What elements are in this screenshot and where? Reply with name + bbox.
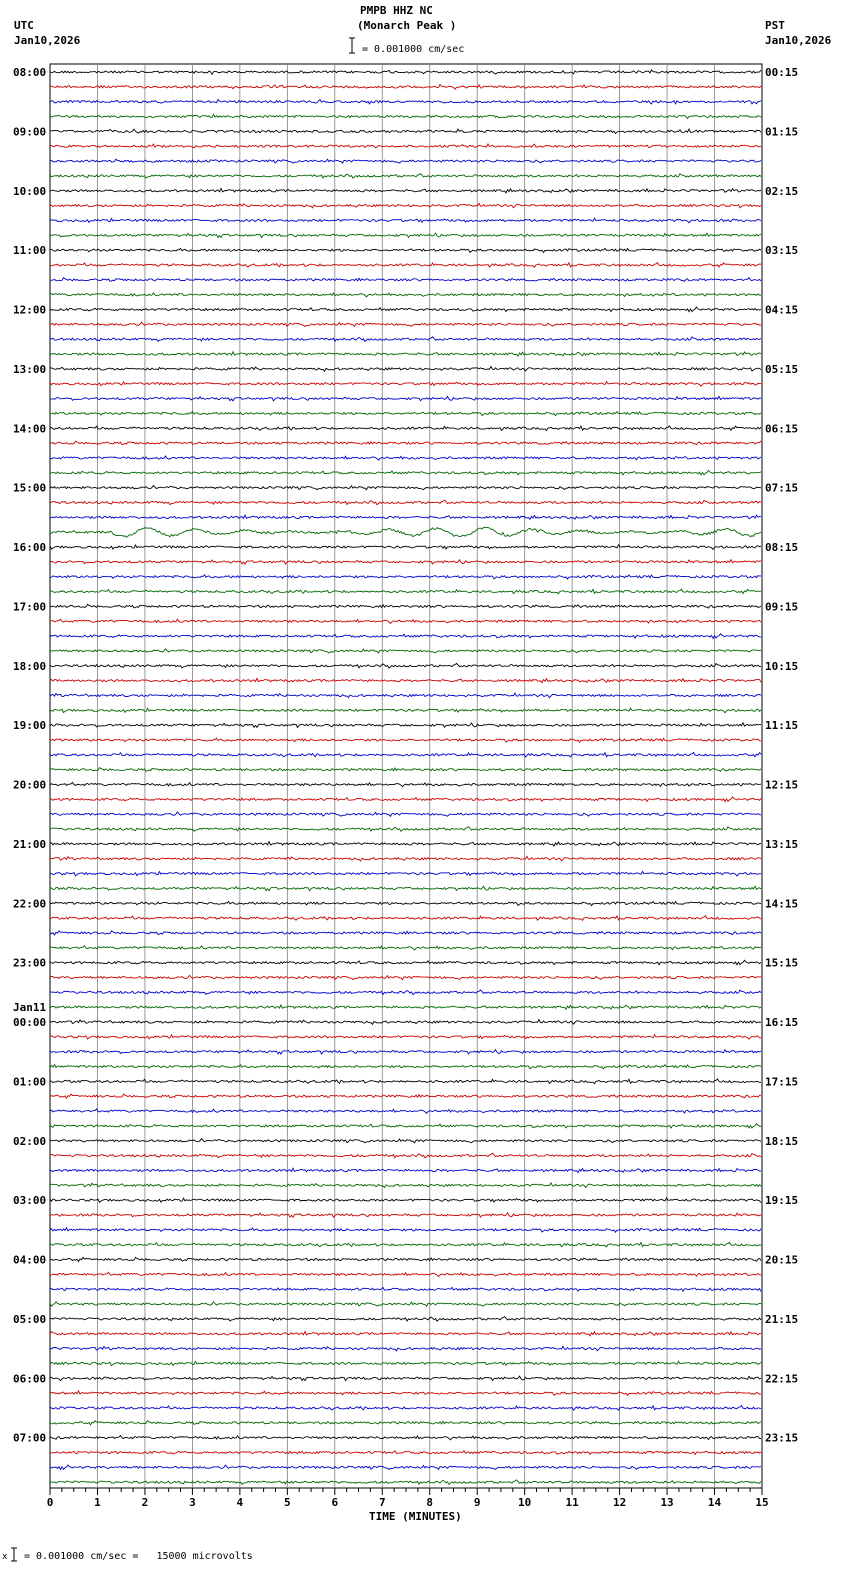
utc-hour-label: 15:00 — [13, 481, 47, 495]
left-date: Jan10,2026 — [14, 34, 81, 47]
utc-hour-label: 18:00 — [13, 659, 47, 673]
pst-hour-label: 22:15 — [765, 1372, 799, 1386]
seismic-trace — [50, 426, 761, 431]
footer-marker: x — [2, 1552, 8, 1562]
seismic-trace — [50, 470, 761, 475]
seismic-trace — [50, 70, 761, 74]
seismic-trace — [50, 575, 761, 579]
utc-hour-label: 09:00 — [13, 125, 47, 139]
seismic-trace — [50, 886, 761, 891]
seismic-trace — [50, 456, 761, 460]
x-tick-label: 12 — [612, 1496, 627, 1509]
seismic-trace — [50, 723, 761, 728]
x-axis — [47, 1488, 769, 1509]
seismic-trace — [50, 278, 761, 282]
pst-hour-label: 21:15 — [765, 1312, 799, 1326]
seismic-trace — [50, 1005, 761, 1009]
x-tick-label: 1 — [94, 1496, 101, 1509]
utc-hour-label: 02:00 — [13, 1134, 47, 1148]
seismic-trace — [50, 708, 761, 713]
seismic-trace — [50, 1079, 761, 1084]
utc-hour-label: 14:00 — [13, 422, 47, 436]
seismic-trace — [50, 1242, 761, 1247]
seismic-trace — [50, 293, 761, 297]
x-tick-label: 15 — [755, 1496, 769, 1509]
seismic-trace — [50, 1361, 761, 1365]
pst-hour-label: 04:15 — [765, 303, 799, 317]
seismic-trace — [50, 1346, 761, 1351]
utc-hour-label: 17:00 — [13, 600, 47, 614]
seismic-trace — [50, 871, 761, 876]
pst-hour-label: 09:15 — [765, 600, 799, 614]
x-tick-label: 5 — [284, 1496, 291, 1509]
seismic-trace — [50, 114, 761, 118]
seismic-trace — [50, 1109, 761, 1113]
seismic-trace — [50, 248, 761, 252]
seismic-trace — [50, 1050, 761, 1054]
seismic-trace — [50, 396, 761, 401]
pst-hour-label: 08:15 — [765, 541, 799, 555]
seismic-trace — [50, 1183, 761, 1188]
utc-hour-label: 11:00 — [13, 244, 47, 258]
seismic-trace — [50, 649, 761, 653]
seismic-trace — [50, 782, 761, 786]
x-tick-label: 14 — [707, 1496, 722, 1509]
utc-hour-label: 12:00 — [13, 303, 47, 317]
seismic-trace — [50, 752, 761, 757]
seismic-trace — [50, 931, 761, 935]
seismic-trace — [50, 1331, 761, 1335]
pst-hour-label: 03:15 — [765, 244, 799, 258]
seismic-trace — [50, 1257, 761, 1261]
seismic-trace — [50, 382, 761, 387]
utc-hour-label: 21:00 — [13, 837, 47, 851]
seismic-trace — [50, 218, 761, 223]
calibration-label: = 0.001000 cm/sec = 15000 microvolts — [24, 1551, 253, 1562]
x-tick-label: 0 — [46, 1496, 54, 1509]
seismic-trace — [50, 1480, 761, 1485]
seismic-trace — [50, 322, 761, 326]
seismic-trace — [50, 1465, 761, 1470]
seismic-trace — [50, 946, 761, 950]
left-timezone: UTC — [14, 19, 34, 32]
x-axis-title: TIME (MINUTES) — [369, 1510, 462, 1523]
seismic-trace — [50, 856, 761, 861]
seismic-trace — [50, 485, 761, 489]
seismic-trace — [50, 797, 761, 802]
seismic-trace — [50, 129, 761, 133]
pst-hour-label: 19:15 — [765, 1194, 799, 1208]
seismic-trace — [50, 960, 761, 965]
utc-hour-label: 03:00 — [13, 1194, 47, 1208]
site-name: (Monarch Peak ) — [357, 19, 457, 32]
seismic-trace — [50, 527, 761, 537]
seismic-trace — [50, 827, 761, 832]
seismic-trace — [50, 84, 761, 89]
seismic-trace — [50, 693, 761, 698]
pst-hour-label: 13:15 — [765, 837, 799, 851]
utc-hour-label: 10:00 — [13, 184, 47, 198]
seismic-trace — [50, 515, 761, 519]
pst-hour-label: 10:15 — [765, 659, 799, 673]
seismic-trace — [50, 100, 761, 104]
calibration-bar-icon — [11, 1548, 17, 1561]
seismic-trace — [50, 263, 761, 268]
seismic-trace — [50, 678, 761, 682]
seismic-trace — [50, 1435, 761, 1439]
seismic-trace — [50, 1451, 761, 1455]
seismic-trace — [50, 1198, 761, 1203]
seismic-trace — [50, 1406, 761, 1411]
seismic-trace — [50, 619, 761, 623]
seismic-trace — [50, 975, 761, 979]
seismic-trace — [50, 1287, 761, 1291]
scale-bar-icon — [349, 38, 355, 53]
pst-hour-label: 16:15 — [765, 1016, 799, 1030]
seismic-trace — [50, 307, 761, 312]
seismic-trace — [50, 352, 761, 356]
utc-hour-label: 08:00 — [13, 66, 47, 79]
seismic-trace — [50, 738, 761, 742]
x-tick-label: 9 — [473, 1496, 481, 1509]
pst-hour-label: 23:15 — [765, 1431, 799, 1445]
date-change-label: Jan11 — [13, 1001, 47, 1015]
seismic-trace — [50, 1213, 761, 1217]
seismic-trace — [50, 842, 761, 846]
seismic-trace — [50, 1168, 761, 1172]
seismic-trace — [50, 901, 761, 905]
trace-group — [50, 70, 761, 1485]
seismic-trace — [50, 337, 761, 342]
x-tick-label: 13 — [660, 1496, 674, 1509]
seismic-trace — [50, 174, 761, 179]
seismic-trace — [50, 441, 761, 445]
seismic-trace — [50, 1094, 761, 1098]
utc-hour-label: 23:00 — [13, 956, 47, 970]
pst-hour-label: 07:15 — [765, 481, 799, 495]
seismic-trace — [50, 916, 761, 921]
seismic-trace — [50, 233, 761, 238]
pst-hour-label: 00:15 — [765, 66, 799, 79]
utc-hour-label: 22:00 — [13, 897, 47, 911]
utc-hour-label: 06:00 — [13, 1372, 47, 1386]
seismic-trace — [50, 203, 761, 208]
pst-hour-label: 05:15 — [765, 362, 799, 376]
seismic-trace — [50, 144, 761, 148]
x-tick-label: 6 — [331, 1496, 339, 1509]
seismic-trace — [50, 1302, 761, 1306]
seismic-trace — [50, 1124, 761, 1129]
utc-hour-label: 13:00 — [13, 362, 47, 376]
seismic-trace — [50, 545, 761, 550]
pst-hour-label: 06:15 — [765, 422, 799, 436]
utc-hour-label: 19:00 — [13, 719, 47, 733]
seismic-trace — [50, 768, 761, 772]
seismic-trace — [50, 1035, 761, 1040]
utc-hour-label: 01:00 — [13, 1075, 47, 1089]
seismic-trace — [50, 1317, 761, 1322]
pst-hour-label: 01:15 — [765, 125, 799, 139]
utc-hour-label: 07:00 — [13, 1431, 47, 1445]
x-tick-label: 4 — [236, 1496, 244, 1509]
utc-hour-label: 20:00 — [13, 778, 47, 792]
seismic-trace — [50, 663, 761, 668]
seismic-trace — [50, 1139, 761, 1143]
seismic-trace — [50, 1421, 761, 1425]
right-timezone: PST — [765, 19, 785, 32]
utc-hour-label: 16:00 — [13, 541, 47, 555]
seismic-trace — [50, 188, 761, 192]
pst-hour-label: 11:15 — [765, 719, 799, 733]
pst-hour-label: 17:15 — [765, 1075, 799, 1089]
pst-hour-label: 12:15 — [765, 778, 799, 792]
seismic-trace — [50, 1064, 761, 1069]
seismic-trace — [50, 1391, 761, 1396]
seismic-trace — [50, 560, 761, 565]
seismic-trace — [50, 812, 761, 816]
seismic-trace — [50, 589, 761, 594]
pst-hour-label: 20:15 — [765, 1253, 799, 1267]
seismic-trace — [50, 159, 761, 163]
x-tick-label: 3 — [189, 1496, 196, 1509]
pst-hour-label: 02:15 — [765, 184, 799, 198]
seismic-trace — [50, 604, 761, 608]
x-tick-label: 10 — [518, 1496, 532, 1509]
x-tick-label: 2 — [141, 1496, 149, 1509]
utc-hour-label: 00:00 — [13, 1016, 47, 1030]
seismic-trace — [50, 990, 761, 995]
utc-hour-label: 04:00 — [13, 1253, 47, 1267]
right-date: Jan10,2026 — [765, 34, 832, 47]
pst-hour-label: 15:15 — [765, 956, 799, 970]
seismic-trace — [50, 1020, 761, 1025]
seismic-trace — [50, 1228, 761, 1233]
x-tick-label: 11 — [565, 1496, 579, 1509]
seismic-trace — [50, 1272, 761, 1276]
seismic-trace — [50, 412, 761, 416]
pst-hour-label: 14:15 — [765, 897, 799, 911]
seismic-trace — [50, 1153, 761, 1158]
seismic-trace — [50, 500, 761, 505]
utc-hour-label: 05:00 — [13, 1312, 47, 1326]
scale-label: = 0.001000 cm/sec — [362, 44, 465, 55]
x-tick-label: 7 — [378, 1496, 386, 1509]
x-tick-label: 8 — [426, 1496, 434, 1509]
seismic-trace — [50, 1376, 761, 1381]
seismic-trace — [50, 634, 761, 639]
seismic-trace — [50, 366, 761, 371]
station-title: PMPB HHZ NC — [360, 4, 433, 17]
pst-hour-label: 18:15 — [765, 1134, 799, 1148]
